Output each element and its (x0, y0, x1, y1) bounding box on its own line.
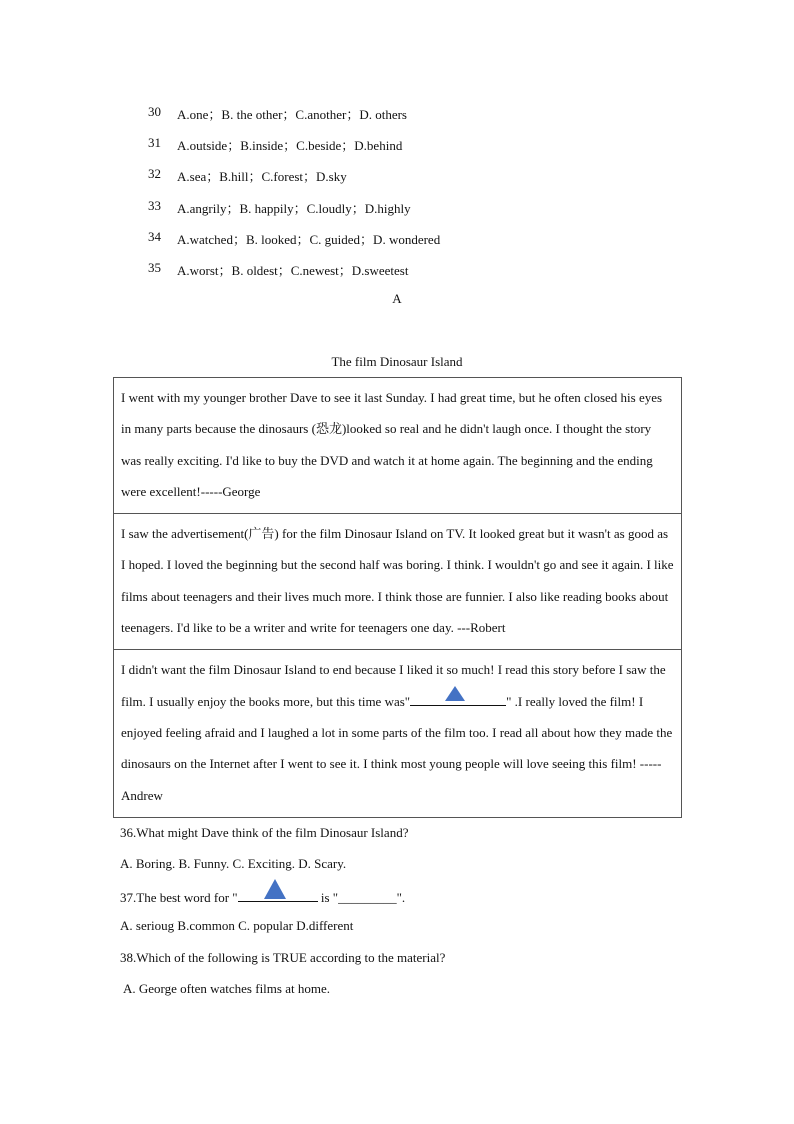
question-38-option-a: A. George often watches films at home. (123, 981, 330, 996)
option-number: 32 (148, 166, 161, 181)
review-george: I went with my younger brother Dave to see it last Sunday. I had great time, but he often closed his eyes in many parts because the dinosaurs (恐龙)looked so real and he didn't laugh once. I thought the story was really exciting. I'd like to buy the DVD and watch it at home again. The beginning and the ending were excellent!-----George (114, 378, 682, 514)
review-andrew-text-2: " .I really loved the film! I enjoyed feeling afraid and I laughed a lot in some parts of the film too. I read all about how they made the dinosaurs on the Internet after I went to see it. I think most young people will love seeing this film! ----- Andrew (121, 693, 673, 803)
option-number: 34 (148, 229, 161, 244)
option-text: A.outside；B.inside；C.beside；D.behind (177, 138, 403, 153)
review-row (114, 378, 682, 514)
review-andrew-text-1: I didn't want the film Dinosaur Island to end because I liked it so much! I read this story before I saw the film. I usually enjoy the books more, but this time was" (121, 662, 666, 709)
option-text: A.sea；B.hill；C.forest；D.sky (177, 169, 347, 184)
question-37-options: A. serioug B.common C. popular D.different (120, 918, 354, 933)
option-text: A.worst；B. oldest；C.newest；D.sweetest (177, 263, 409, 278)
review-row (114, 514, 682, 650)
option-number: 31 (148, 135, 161, 150)
option-text: A.one；B. the other；C.another；D. others (177, 107, 407, 122)
question-38: 38.Which of the following is TRUE according to the material? (120, 950, 446, 965)
option-number: 30 (148, 104, 161, 119)
option-number: 35 (148, 260, 161, 275)
triangle-icon (264, 879, 286, 899)
question-36: 36.What might Dave think of the film Dinosaur Island? (120, 825, 409, 840)
review-andrew (114, 650, 682, 817)
option-text: A.angrily；B. happily；C.loudly；D.highly (177, 201, 411, 216)
triangle-icon (445, 686, 465, 701)
question-37-suffix: is "_________". (320, 890, 406, 905)
passage-title: The film Dinosaur Island (331, 354, 463, 369)
option-number: 33 (148, 198, 161, 213)
option-text: A.watched；B. looked；C. guided；D. wondered (177, 232, 441, 247)
answer-blank (410, 691, 506, 706)
section-label: A (392, 291, 402, 306)
reviews-table (113, 377, 682, 818)
question-37 (120, 887, 405, 906)
review-row (114, 650, 682, 817)
question-36-options: A. Boring. B. Funny. C. Exciting. D. Scary. (120, 856, 347, 871)
review-robert: I saw the advertisement(广告) for the film Dinosaur Island on TV. It looked great but it wasn't as good as I hoped. I loved the beginning but the second half was boring. I think. I wouldn't go and see it again. I like films about teenagers and their lives much more. I think those are funnier. I also like reading books about teenagers. I'd like to be a writer and write for teenagers one day. ---Robert (114, 514, 682, 650)
answer-blank (238, 887, 318, 902)
question-37-prefix: 37.The best word for " (120, 890, 238, 905)
